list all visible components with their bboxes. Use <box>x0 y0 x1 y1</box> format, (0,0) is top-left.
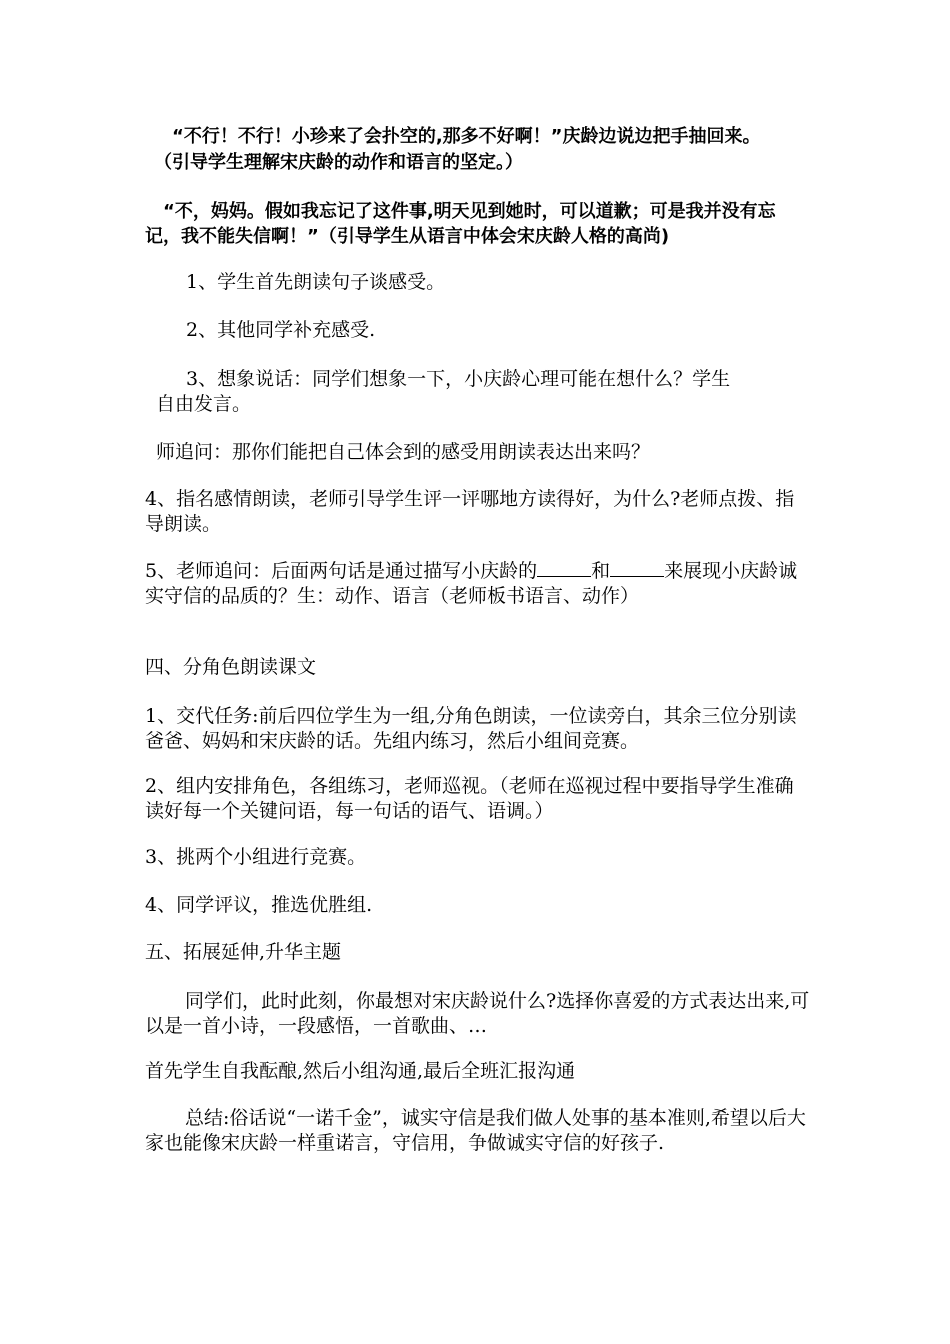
fill-blank-2 <box>610 558 664 577</box>
summary-paragraph: 总结:俗话说“一诺千金”，诚实守信是我们做人处事的基本准则,希望以后大家也能像宋庆龄一样重诺言，守信用，争做诚实守信的好孩子. <box>145 1107 806 1154</box>
step-4: 4、指名感情朗读，老师引导学生评一评哪地方读得好，为什么?老师点拨、指导朗读。 <box>145 488 795 535</box>
step-5-part-3: 来展现小庆龄诚实守信的品质的？生：动作、语言（老师板书语言、动作） <box>145 560 798 607</box>
section-4-item-4: 4、同学评议，推选优胜组. <box>145 894 373 916</box>
guide-note-1: （引导学生理解宋庆龄的动作和语言的坚定。） <box>154 152 523 173</box>
step-5-part-2: 和 <box>591 560 611 582</box>
quote-paragraph-2: “不，妈妈。假如我忘记了这件事,明天见到她时，可以道歉；可是我并没有忘记，我不能失信啊！”（引导学生从语言中体会宋庆龄人格的高尚) <box>145 201 776 247</box>
step-1: 1、学生首先朗读句子谈感受。 <box>186 271 446 293</box>
section-4-item-2: 2、组内安排角色，各组练习，老师巡视。（老师在巡视过程中要指导学生准确读好每一个关键问语，每一句话的语气、语调。） <box>145 775 794 822</box>
step-3-line-2: 自由发言。 <box>156 393 252 415</box>
process-note: 首先学生自我酝酿,然后小组沟通,最后全班汇报沟通 <box>145 1060 576 1082</box>
step-5 <box>145 558 810 609</box>
section-5-heading: 五、拓展延伸,升华主题 <box>145 941 342 963</box>
section-4-heading: 四、分角色朗读课文 <box>145 656 317 678</box>
teacher-question: 师追问：那你们能把自己体会到的感受用朗读表达出来吗？ <box>156 441 651 463</box>
fill-blank-1 <box>537 558 591 577</box>
step-2: 2、其他同学补充感受. <box>186 319 376 341</box>
section-4-item-3: 3、挑两个小组进行竞赛。 <box>145 846 367 868</box>
step-5-part-1: 5、老师追问：后面两句话是通过描写小庆龄的 <box>145 560 538 582</box>
section-5-paragraph: 同学们，此时此刻，你最想对宋庆龄说什么?选择你喜爱的方式表达出来,可以是一首小诗，一段感悟，一首歌曲、… <box>145 990 810 1037</box>
section-4-item-1: 1、交代任务:前后四位学生为一组,分角色朗读，一位读旁白，其余三位分别读爸爸、妈妈和宋庆龄的话。先组内练习，然后小组间竞赛。 <box>145 705 797 752</box>
step-3-line-1: 3、想象说话：同学们想象一下，小庆龄心理可能在想什么？学生 <box>186 368 731 390</box>
quote-paragraph-1: “不行！不行！小珍来了会扑空的,那多不好啊！”庆龄边说边把手抽回来。 <box>172 126 761 147</box>
